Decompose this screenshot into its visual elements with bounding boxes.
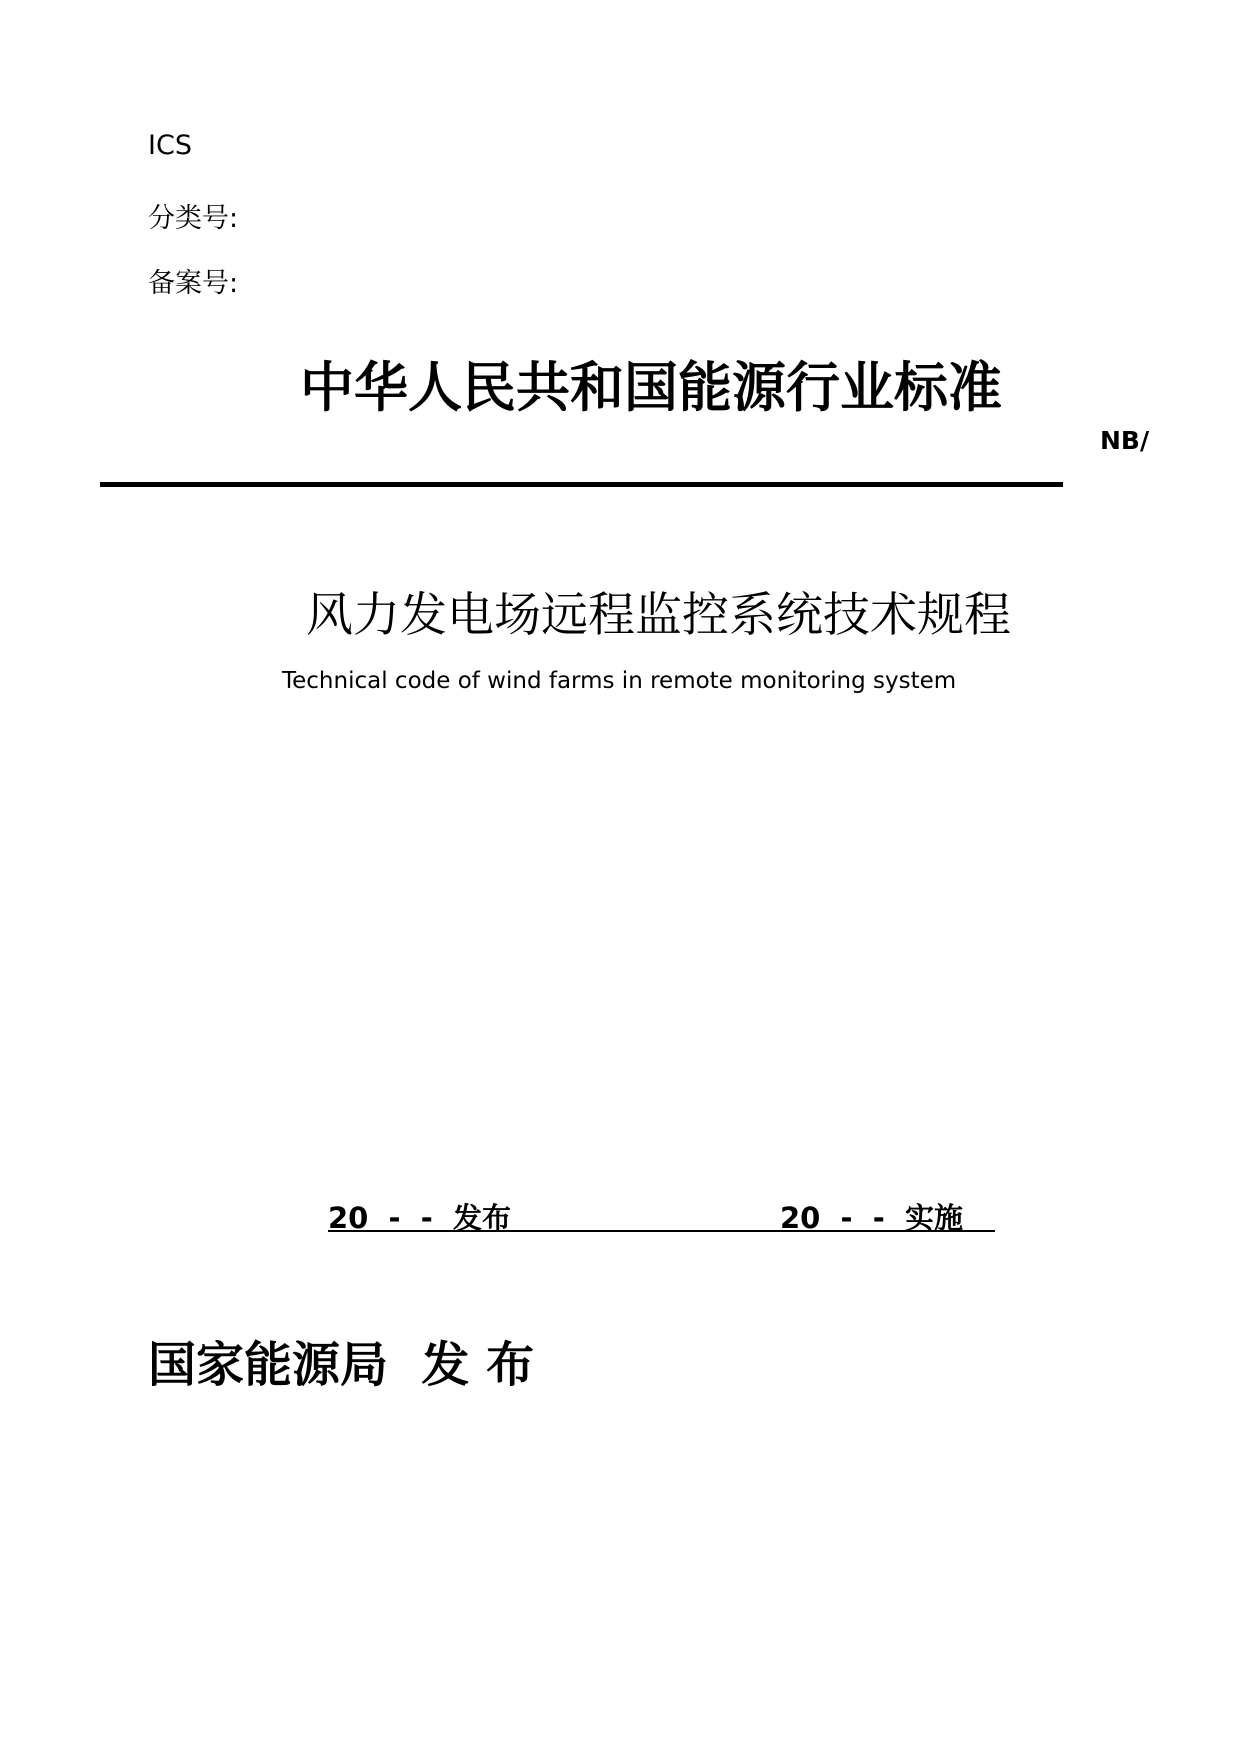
document-english-title: Technical code of wind farms in remote monitoring system bbox=[282, 668, 957, 694]
standard-header-title: 中华人民共和国能源行业标准 bbox=[300, 355, 1002, 419]
ics-label: ICS bbox=[148, 130, 192, 161]
effective-date: 20 - - 实施 bbox=[780, 1201, 964, 1235]
document-title: 风力发电场远程监控系统技术规程 bbox=[306, 588, 1011, 643]
classification-number-label: 分类号: bbox=[148, 203, 239, 234]
publish-date: 20 - - 发布 bbox=[328, 1201, 512, 1235]
publisher: 国家能源局 发 布 bbox=[148, 1337, 535, 1393]
dates-line bbox=[328, 1196, 995, 1235]
record-number-label: 备案号: bbox=[148, 268, 239, 299]
header-divider bbox=[100, 482, 1063, 487]
standard-code: NB/ bbox=[1100, 426, 1150, 455]
